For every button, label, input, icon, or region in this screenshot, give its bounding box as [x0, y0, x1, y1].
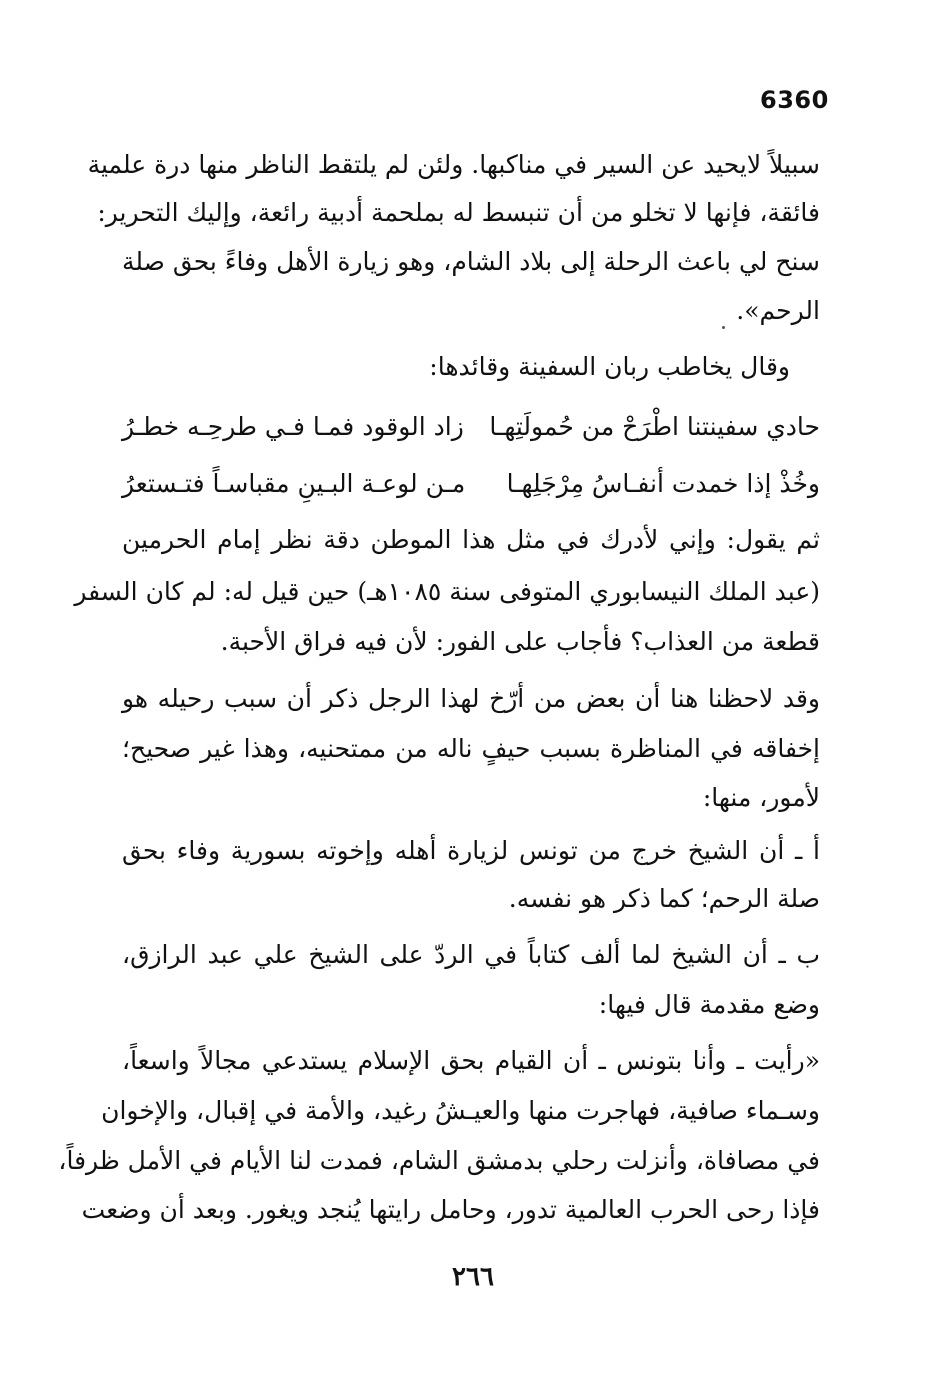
- quote-line: في مصافاة، وأنزلت رحلي بدمشق الشام، فمدت لنا الأيام في الأمل ظرفاً،: [58, 1146, 820, 1175]
- text-line: قطعة من العذاب؟ فأجاب على الفور: لأن فيه فراق الأحبة.: [220, 627, 820, 656]
- list-item-a-cont: صلة الرحم؛ كما ذكر هو نفسه.: [508, 884, 820, 913]
- list-item-b: ب ـ أن الشيخ لما ألف كتاباً في الردّ على الشيخ علي عبد الرازق،: [122, 940, 820, 969]
- quote-line: «رأيت ـ وأنا بتونس ـ أن القيام بحق الإسلام يستدعي مجالاً واسعاً،: [122, 1046, 820, 1075]
- list-item-b-cont: وضع مقدمة قال فيها:: [598, 990, 820, 1019]
- text-line: فائقة، فإنها لا تخلو من أن تنبسط له بملحمة أدبية رائعة، وإليك التحرير:: [97, 198, 820, 227]
- text-line: ثم يقول: وإني لأدرك في مثل هذا الموطن دقة نظر إمام الحرمين: [122, 525, 820, 554]
- page-number: ٢٦٦: [452, 1262, 494, 1292]
- text-line: الرحم».: [736, 296, 820, 325]
- verse-second-hemistich: زاد الوقود فمـا فـي طرحِـه خطـرُ: [122, 412, 464, 441]
- intro-line: وقال يخاطب ربان السفينة وقائدها:: [429, 352, 790, 381]
- text-line: لأمور، منها:: [702, 783, 820, 812]
- text-line: سبيلاً لايحيد عن السير في مناكبها. ولئن لم يلتقط الناظر منها درة علمية: [87, 150, 820, 179]
- speck: [722, 326, 725, 329]
- quote-line: وسـماء صافية، فهاجرت منها والعيـشُ رغيد، والأمة في إقبال، والإخوان: [101, 1096, 820, 1125]
- text-line: سنح لي باعث الرحلة إلى بلاد الشام، وهو زيارة الأهل وفاءً بحق صلة: [122, 247, 820, 276]
- document-number: 6360: [760, 86, 829, 114]
- text-line: (عبد الملك النيسابوري المتوفى سنة ١٠٨٥هـ) حين قيل له: لم كان السفر: [74, 577, 820, 606]
- text-line: إخفاقه في المناظرة بسبب حيفٍ ناله من ممتحنيه، وهذا غير صحيح؛: [122, 734, 820, 763]
- verse-first-hemistich: حادي سفينتنا اطْرَحْ من حُمولَتِهـا: [489, 412, 820, 441]
- quote-line: فإذا رحى الحرب العالمية تدور، وحامل رايتها يُنجد ويغور. وبعد أن وضعت: [81, 1195, 820, 1224]
- poem-verse: [122, 469, 820, 509]
- text-line: وقد لاحظنا هنا أن بعض من أرّخ لهذا الرجل ذكر أن سبب رحيله هو: [122, 684, 820, 713]
- verse-first-hemistich: وخُذْ إذا خمدت أنفـاسُ مِرْجَلِهـا: [506, 469, 820, 498]
- list-item-a: أ ـ أن الشيخ خرج من تونس لزيارة أهله وإخوته بسورية وفاء بحق: [122, 836, 820, 865]
- poem-verse: [122, 412, 820, 452]
- verse-second-hemistich: مـن لوعـة البـينِ مقباسـاً فتـستعرُ: [122, 469, 466, 498]
